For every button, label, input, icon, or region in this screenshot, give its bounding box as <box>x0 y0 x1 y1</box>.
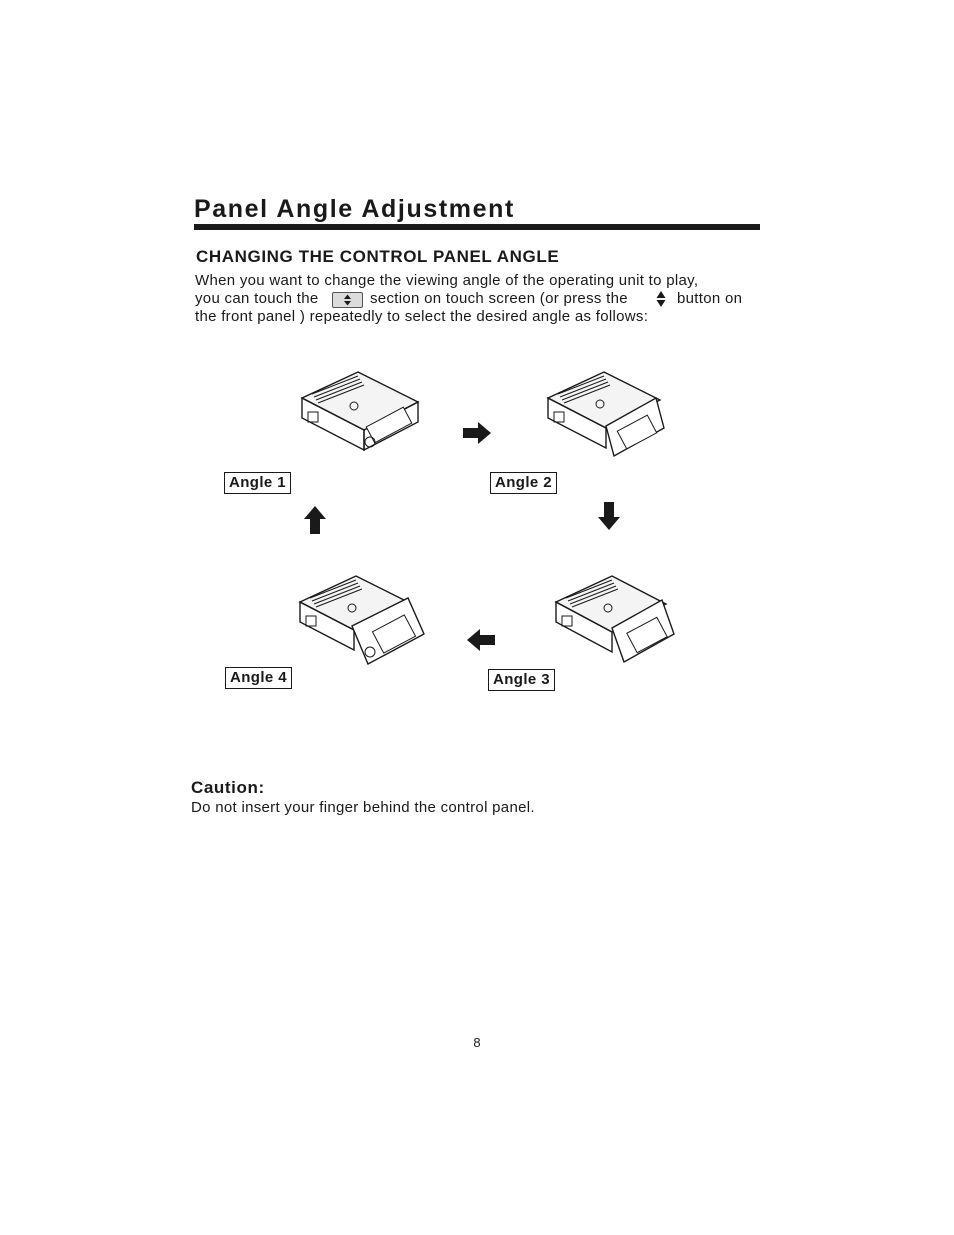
instruction-line-3: the front panel ) repeatedly to select the desired angle as follows: <box>195 308 649 325</box>
angle-label-1: Angle 1 <box>224 472 291 494</box>
car-stereo-unit-angle-1 <box>298 368 420 458</box>
title-rule <box>194 224 760 230</box>
arrow-up-icon <box>303 505 327 535</box>
angle-label-3: Angle 3 <box>488 669 555 691</box>
angle-label-2: Angle 2 <box>490 472 557 494</box>
car-stereo-unit-angle-3 <box>552 572 676 664</box>
instruction-line-2-end: button on <box>677 290 743 307</box>
arrow-right-icon <box>462 421 492 445</box>
car-stereo-unit-angle-2 <box>544 368 666 458</box>
caution-heading: Caution: <box>191 778 265 797</box>
arrow-left-icon <box>466 628 496 652</box>
instruction-line-2-start: you can touch the <box>195 290 319 307</box>
section-subtitle: CHANGING THE CONTROL PANEL ANGLE <box>196 247 560 266</box>
page-title: Panel Angle Adjustment <box>194 195 515 223</box>
page-number: 8 <box>473 1035 481 1050</box>
up-down-arrow-icon <box>655 290 667 313</box>
instruction-line-1: When you want to change the viewing angle of the operating unit to play, <box>195 272 699 289</box>
caution-text: Do not insert your finger behind the control panel. <box>191 799 535 816</box>
arrow-down-icon <box>597 501 621 531</box>
instruction-line-2-middle: section on touch screen (or press the <box>370 290 628 307</box>
angle-label-4: Angle 4 <box>225 667 292 689</box>
car-stereo-unit-angle-4 <box>296 572 426 666</box>
up-down-arrow-key-icon <box>332 292 363 308</box>
